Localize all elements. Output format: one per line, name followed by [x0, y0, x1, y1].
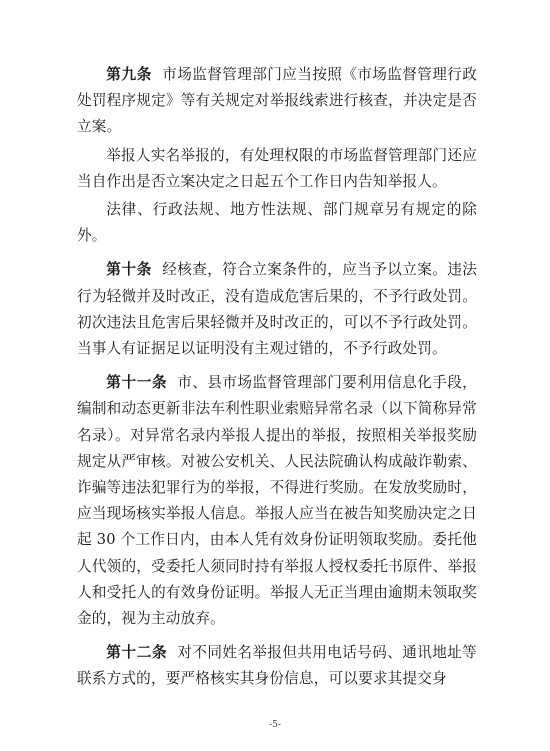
article-12-text: 对不同姓名举报但共用电话号码、通讯地址等联系方式的，要严格核实其身份信息，可以要求其提交身: [77, 644, 477, 688]
article-9-paragraph-3: 法律、行政法规、地方性法规、部门规章另有规定的除外。: [77, 201, 477, 245]
article-9-paragraph: [77, 62, 477, 141]
article-9-text: 市场监督管理部门应当按照《市场监督管理行政处罚程序规定》等有关规定对举报线索进行核查，并决定是否立案。: [77, 66, 477, 136]
article-9-paragraph-2: 举报人实名举报的，有处理权限的市场监督管理部门还应当自作出是否立案决定之日起五个工作日内告知举报人。: [77, 146, 477, 190]
article-10-paragraph: [77, 257, 477, 362]
article-9-heading: 第九条: [106, 66, 153, 83]
article-12-heading: 第十二条: [106, 644, 168, 662]
page-number: -5-: [269, 720, 281, 730]
article-11-paragraph: [77, 370, 477, 632]
article-10-heading: 第十条: [106, 261, 153, 279]
article-10-text: 经核查，符合立案条件的，应当予以立案。违法行为轻微并及时改正，没有造成危害后果的，不予行政处罚。初次违法且危害后果轻微并及时改正的，可以不予行政处罚。当事人有证据足以证明没有主观过错的，不予行政处罚。: [77, 261, 477, 358]
document-body: [77, 62, 477, 695]
article-11-heading: 第十一条: [106, 374, 168, 392]
article-12-paragraph: [77, 640, 477, 692]
article-11-text: 市、县市场监督管理部门要利用信息化手段，编制和动态更新非法车利性职业索赔异常名录（以下简称异常名录）。对异常名录内举报人提出的举报，按照相关举报奖励规定从严审核。对被公安机关、人民法院确认构成敲诈勒索、诈骗等违法犯罪行为的举报，不得进行奖励。在发放奖励时，应当现场核实举报人信息。举报人应当在被告知奖励决定之日起 30 个工作日内，由本人凭有效身份证明领取奖励。委托他人代领的，受委托人须同时持有举报人授权委托书原件、举报人和受托人的有效身份证明。举报人无正当理由逾期未领取奖金的，视为主动放弃。: [77, 374, 477, 628]
